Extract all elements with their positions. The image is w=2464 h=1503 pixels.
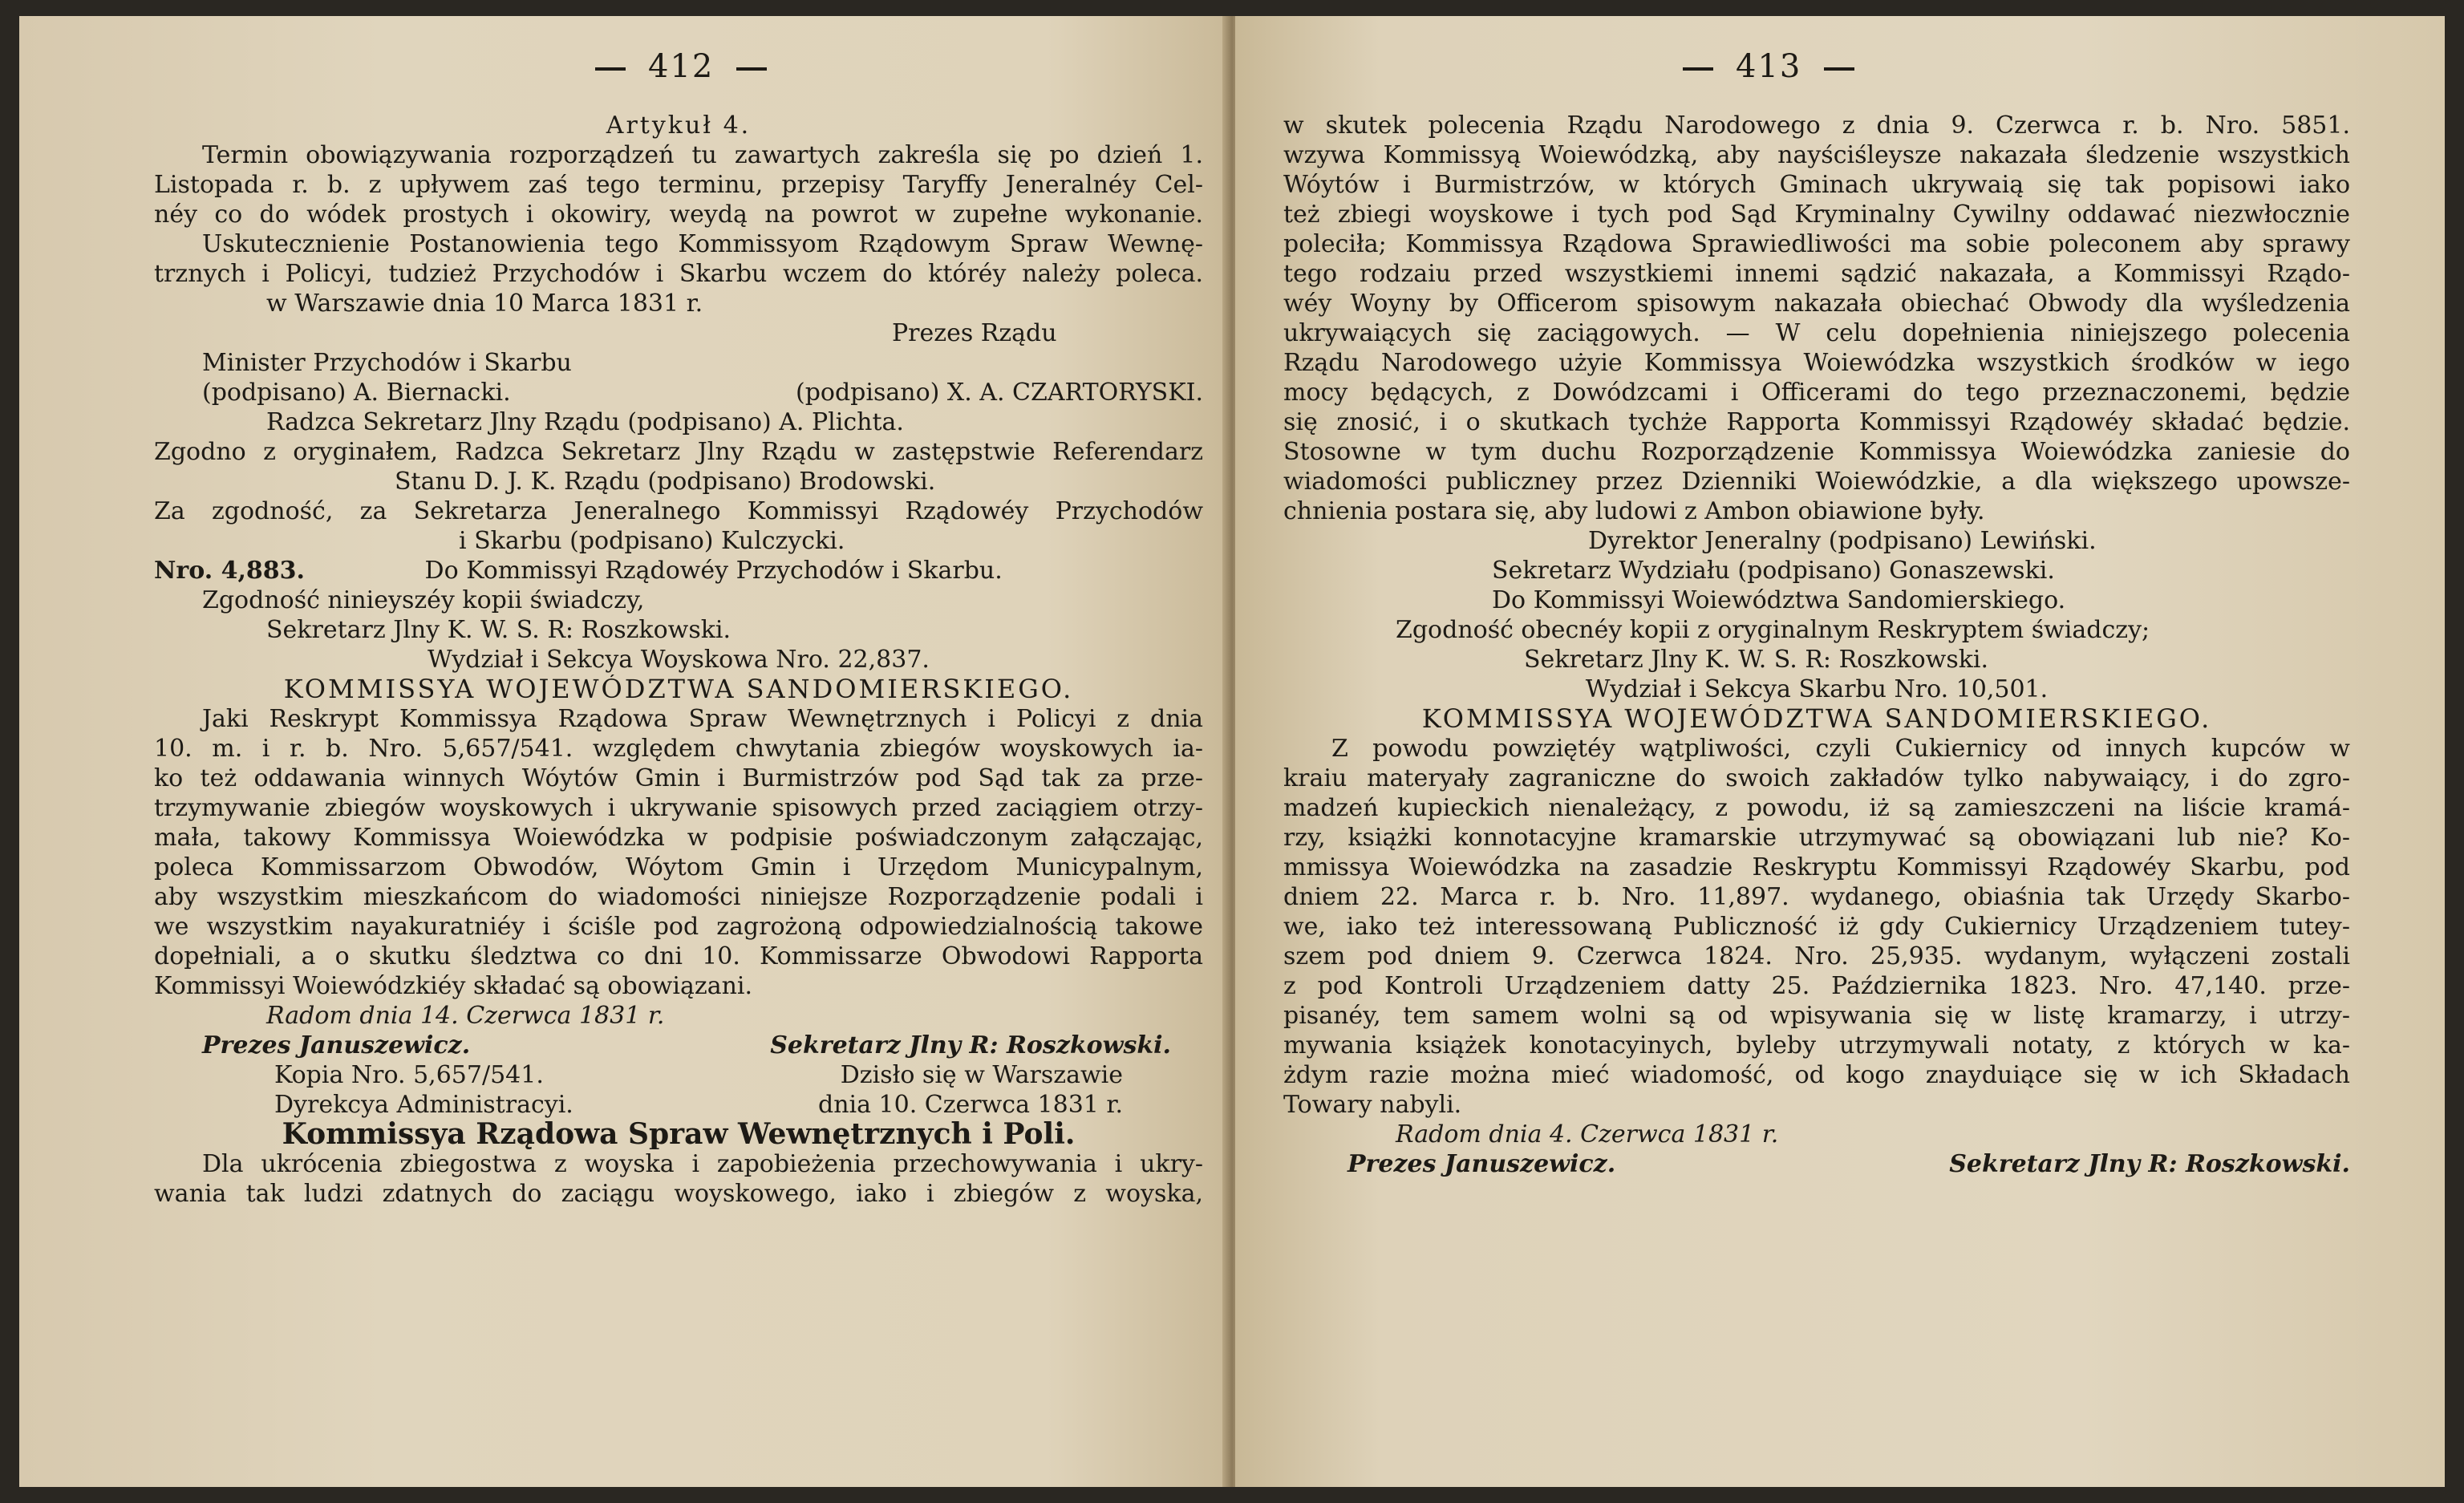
signature-row [154, 378, 1203, 407]
section-heading: Kommissya Rządowa Spraw Wewnętrznych i Poli. [282, 1120, 1076, 1149]
text-line: poleca Kommissarzom Obwodów, Wóytom Gmin i Urzędom Municypalnym, [154, 853, 1203, 881]
reference-number: Nro. 4,883. [154, 557, 305, 585]
page-number: 413 [1660, 48, 1877, 85]
text-line: mocy będących, z Dowódzcami i Officerami do tego przeznaczonemi, będzie [1283, 379, 2350, 407]
text-line: w skutek polecenia Rządu Narodowego z dnia 9. Czerwca r. b. Nro. 5851. [1283, 111, 2350, 140]
text-line: Zgodność obecnéy kopii z oryginalnym Reskryptem świadczy; [1396, 616, 2150, 644]
text-line: we wszystkim nayakuratniéy i ściśle pod zagrożoną odpowiedzialnością takowe [154, 913, 1203, 941]
text-line: pisanéy, tem samem wolni są od wpisywania się w listę kramarzy, i utrzy- [1283, 1002, 2350, 1030]
text-line: Kommissyi Woiewódzkiéy składać są obowiązani. [154, 972, 753, 1000]
copy-note-row [154, 1060, 1203, 1090]
text-line: wzywa Kommissyą Woiewódzką, aby nayściśleysze nakazała śledzenie wszystkich [1283, 141, 2350, 169]
copy-issuer: Dyrekcya Administracyi. [274, 1091, 573, 1119]
signature-row [1283, 1149, 2350, 1179]
text-line: szem pod dniem 9. Czerwca 1824. Nro. 25,935. wydanym, wyłączeni zostali [1283, 942, 2350, 970]
text-line: néy co do wódek prostych i okowiry, weydą na powrot w zupełne wykonanie. [154, 201, 1203, 229]
text-line: Uskutecznienie Postanowienia tego Kommissyom Rządowym Spraw Wewnę- [202, 230, 1203, 258]
text-line: rzy, książki konnotacyjne kramarskie utrzymywać są obowiązani lub nie? Ko- [1283, 824, 2350, 852]
copy-date: dnia 10. Czerwca 1831 r. [817, 1091, 1123, 1119]
signature: Sekretarz Jlny R: Roszkowski. [770, 1031, 1171, 1059]
text-line: Stanu D. J. K. Rządu (podpisano) Brodowski. [395, 468, 936, 496]
addressee: Do Kommissyi Woiewództwa Sandomierskiego. [1492, 586, 2066, 614]
signature: (podpisano) X. A. CZARTORYSKI. [796, 379, 1203, 407]
signature: Sekretarz Wydziału (podpisano) Gonaszewski. [1492, 557, 2055, 585]
text-line: aby wszystkim mieszkańcom do wiadomości niniejsze Rozporządzenie podali i [154, 883, 1203, 911]
text-line: Zgodność ninieyszéy kopii świadczy, [202, 586, 645, 614]
page-number: 412 [573, 48, 789, 85]
text-line: ukrywaiących się zaciągowych. — W celu dopełnienia niniejszego polecenia [1283, 319, 2350, 347]
text-line: wiadomości publiczney przez Dzienniki Woiewódzkie, a dla większego upowsze- [1283, 468, 2350, 496]
copy-place: Dzisło się w Warszawie [840, 1061, 1123, 1089]
text-line: żdym razie można mieć wiadomość, od kogo znayduiące się w ich Składach [1283, 1061, 2350, 1089]
text-line: madzeń kupieckich nienależący, z powodu, iż są zamieszczeni na liście kramá- [1283, 794, 2350, 822]
signature-title: Minister Przychodów i Skarbu [202, 349, 572, 377]
place-date: Radom dnia 14. Czerwca 1831 r. [266, 1002, 665, 1030]
text-line: z pod Kontroli Urządzeniem datty 25. Października 1823. Nro. 47,140. prze- [1283, 972, 2350, 1000]
left-page-text [154, 111, 1203, 1209]
left-page [19, 16, 1229, 1487]
text-line: Radzca Sekretarz Jlny Rządu (podpisano) A. Plichta. [266, 408, 904, 436]
text-line: kraiu materyały zagraniczne do swoich zakładów tylko nabywaiący, i do zgro- [1283, 764, 2350, 792]
text-line: 10. m. i r. b. Nro. 5,657/541. względem chwytania zbiegów woyskowych ia- [154, 735, 1203, 763]
text-line: Sekretarz Jlny K. W. S. R: Roszkowski. [1524, 646, 1989, 674]
text-line: trzymywanie zbiegów woyskowych i ukrywanie spisowych przed zaciągiem otrzy- [154, 794, 1203, 822]
section-reference: Wydział i Sekcya Woyskowa Nro. 22,837. [428, 646, 930, 674]
text-line: Za zgodność, za Sekretarza Jeneralnego Kommissyi Rządowéy Przychodów [154, 497, 1203, 525]
article-heading: Artykuł 4. [606, 111, 752, 140]
book-spread [19, 16, 2445, 1487]
section-heading: KOMMISSYA WOJEWÓDZTWA SANDOMIERSKIEGO. [1421, 704, 2212, 734]
text-line: w Warszawie dnia 10 Marca 1831 r. [266, 290, 703, 318]
text-line: chnienia postara się, aby ludowi z Ambon obiawione były. [1283, 497, 1985, 525]
section-reference: Wydział i Sekcya Skarbu Nro. 10,501. [1585, 675, 2049, 703]
text-line: mywania książek konotacyinych, byleby utrzymywali notaty, z których w ka- [1283, 1031, 2350, 1059]
text-line: trznych i Policyi, tudzież Przychodów i Skarbu wczem do któréy należy poleca. [154, 260, 1203, 288]
signature-row [154, 1031, 1203, 1060]
text-line: Sekretarz Jlny K. W. S. R: Roszkowski. [266, 616, 732, 644]
text-line: tego rodzaiu przed wszystkiemi innemi sądzić nakazała, a Kommissyi Rządo- [1283, 260, 2350, 288]
signature: Prezes Januszewicz. [1348, 1150, 1616, 1178]
text-line: Wóytów i Burmistrzów, w których Gminach ukrywaią się tak popisowi iako [1283, 171, 2350, 199]
text-line: we, iako też interessowaną Publiczność iż gdy Cukiernicy Urządzeniem tutey- [1283, 913, 2350, 941]
text-line: Rządu Narodowego użyie Kommissya Woiewódzka wszystkich środków w iego [1283, 349, 2350, 377]
text-line: dniem 22. Marca r. b. Nro. 11,897. wydanego, obiaśnia tak Urzędy Skarbo- [1283, 883, 2350, 911]
text-line: Z powodu powziętéy wątpliwości, czyli Cukiernicy od innych kupców w [1331, 735, 2350, 763]
text-line: też zbiegi woyskowe i tych pod Sąd Kryminalny Cywilny oddawać niezwłocznie [1283, 201, 2350, 229]
text-line: Zgodno z oryginałem, Radzca Sekretarz Jlny Rządu w zastępstwie Referendarz [154, 438, 1203, 466]
text-line: wania tak ludzi zdatnych do zaciągu woyskowego, iako i zbiegów z woyska, [154, 1180, 1203, 1208]
signature: Sekretarz Jlny R: Roszkowski. [1949, 1150, 2350, 1178]
text-line: Termin obowiązywania rozporządzeń tu zawartych zakreśla się po dzień 1. [202, 141, 1203, 169]
right-page [1235, 16, 2445, 1487]
signature: Dyrektor Jeneralny (podpisano) Lewiński. [1588, 527, 2097, 555]
section-heading: KOMMISSYA WOJEWÓDZTWA SANDOMIERSKIEGO. [283, 675, 1074, 704]
place-date: Radom dnia 4. Czerwca 1831 r. [1396, 1120, 1779, 1149]
text-line: ko też oddawania winnych Wóytów Gmin i Burmistrzów pod Sąd tak za prze- [154, 764, 1203, 792]
signature: (podpisano) A. Biernacki. [202, 379, 511, 407]
text-line: Jaki Reskrypt Kommissya Rządowa Spraw Wewnętrznych i Policyi z dnia [202, 705, 1203, 733]
signature-title: Prezes Rządu [892, 319, 1057, 347]
right-page-text [1283, 111, 2350, 1179]
text-line: Listopada r. b. z upływem zaś tego terminu, przepisy Taryffy Jeneralnéy Cel- [154, 171, 1203, 199]
text-line: poleciła; Kommissya Rządowa Sprawiedliwości ma sobie poleconem aby sprawy [1283, 230, 2350, 258]
text-line: mmissya Woiewódzka na zasadzie Reskryptu Kommissyi Rządowéy Skarbu, pod [1283, 853, 2350, 881]
text-line: Stosowne w tym duchu Rozporządzenie Kommissya Woiewódzka zaniesie do [1283, 438, 2350, 466]
copy-note-row [154, 1090, 1203, 1120]
text-line: się znosić, i o skutkach tychże Rapporta Kommissyi Rządowéy składać będzie. [1283, 408, 2350, 436]
text-line: i Skarbu (podpisano) Kulczycki. [459, 527, 845, 555]
text-line: wéy Woyny by Officerom spisowym nakazała obiechać Obwody dla wyśledzenia [1283, 290, 2350, 318]
text-line: mała, takowy Kommissya Woiewódzka w podpisie poświadczonym załączając, [154, 824, 1203, 852]
text-line: dopełniali, a o skutku śledztwa co dni 10. Kommissarze Obwodowi Rapporta [154, 942, 1203, 970]
copy-number: Kopia Nro. 5,657/541. [274, 1061, 544, 1089]
reference-row [154, 556, 1203, 585]
text-line: Towary nabyli. [1283, 1091, 1462, 1119]
signature: Prezes Januszewicz. [202, 1031, 471, 1059]
addressee: Do Kommissyi Rządowéy Przychodów i Skarbu. [424, 557, 1003, 585]
text-line: Dla ukrócenia zbiegostwa z woyska i zapobieżenia przechowywania i ukry- [202, 1150, 1203, 1178]
